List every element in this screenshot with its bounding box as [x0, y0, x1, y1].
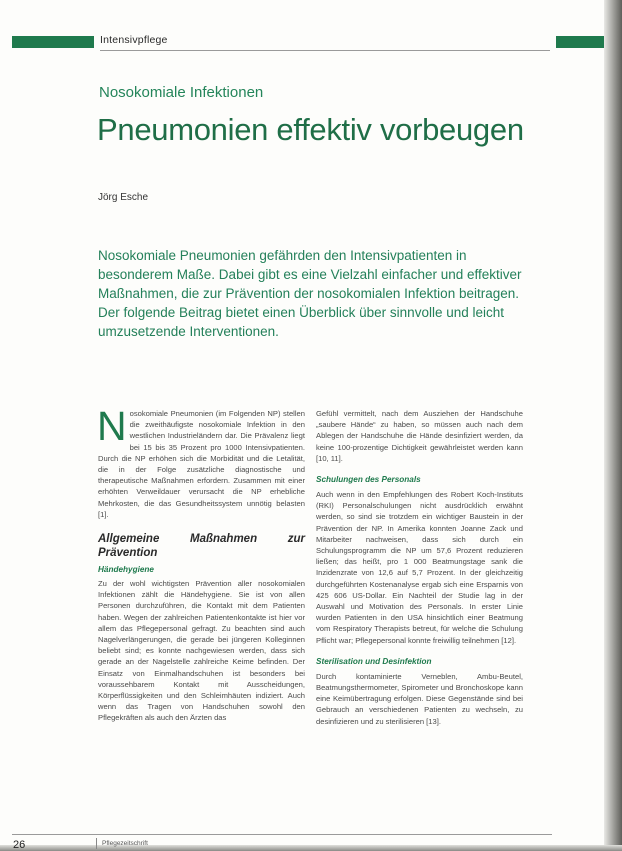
article-title: Pneumonien effektiv vorbeugen [97, 112, 524, 147]
section-label: Intensivpflege [100, 34, 168, 46]
footer-rule [12, 834, 552, 835]
scan-shadow-bottom [0, 845, 622, 851]
article-lead: Nosokomiale Pneumonien gefährden den Intensivpatienten in besonderem Maße. Dabei gibt es eine Vielzahl einfacher und effektiver Maßnahmen, die zur Prävention der nosokomialen Infektion beitragen. Der folgende Beitrag bietet einen Überblick über sinnvolle und leicht umzusetzende Interventionen. [98, 248, 522, 339]
journal-name: Pflegezeitschrift [102, 840, 148, 847]
gloves-text: Gefühl vermittelt, nach dem Ausziehen der Handschuhe „saubere Hände“ zu haben, so müssen auch nach dem Ablegen der Handschuhe die Hände desinfiziert werden, da keine 100-prozentige Dichtigkeit gewährleistet werden kann [10, 11]. [316, 409, 523, 463]
drop-cap: N [97, 403, 127, 449]
body-column-right [316, 408, 523, 727]
section-color-bar-right [556, 36, 604, 48]
subhead-hand-hygiene: Händehygiene [98, 565, 154, 575]
body-column-left [97, 403, 305, 724]
article-kicker: Nosokomiale Infektionen [99, 84, 264, 101]
intro-paragraph [97, 403, 305, 520]
sterilisation-text: Durch kontaminierte Verneblen, Ambu-Beutel, Beatmungsthermometer, Spirometer und Bronchoskope kann eine Keimübertragung erfolgen. Diese Gegenstände sind bei Gebrauch an verschiedenen Patienten zu wechseln, zu desinfizieren und zu sterilisieren [13]. [316, 671, 523, 726]
footer-separator [96, 838, 97, 849]
header-rule [100, 50, 550, 51]
hand-hygiene-text: Zu der wohl wichtigsten Prävention aller nosokomialen Infektionen zählt die Händehygiene. Sie ist von allen Personen durchzuführen, die Kontakt mit dem Patienten haben. Wegen der zahlreichen Patientenkontakte ist hier vor allem das Pflegepersonal gefragt. Zu beachten sind auch Nagelverlängerungen, die gerade bei jüngeren Kolleginnen beliebt sind; es konnte nachgewiesen werden, dass sich gerade an der Nagelstelle zahlreiche Keime befinden. Der Einsatz von Einmalhandschuhen ist besonders bei voraussehbarem Kontakt mit Ausscheidungen, Körperflüssigkeiten und den Schleimhäuten indiziert. Auch wenn das Tragen von Handschuhen sowohl den Pflegekräften als auch den Ärzten das [98, 579, 305, 723]
page-number: 26 [13, 839, 26, 851]
scan-shadow-edge [604, 0, 622, 851]
staff-training-text: Auch wenn in den Empfehlungen des Robert Koch-Instituts (RKI) Personalschulungen nicht ausdrücklich erwähnt werden, so sind sie trotzdem ein wichtiger Baustein in der Prävention der NP. In Amerika konnten Joanne Zack und Mitarbeiter nachweisen, dass sich durch ein Schulungsprogramm die NP um 57,6 Prozent reduzieren ließen; das heißt, pro 1 000 Beatmungstage sank die Inzidenzrate von 12,6 auf 5,7 Prozent. In der gleichzeitig durchgeführten Kostenanalyse ergab sich eine Ersparnis von 425 606 US-Dollar. Ein Nachteil der Studie lag in der Auswahl und Motivation des Personals. In erster Linie wurden Patienten in den USA hinsichtlich einer Beatmung vom Respiratory Therapists betreut, für welche die Schulung Pflicht war; Pflegepersonal konnte freiwillig teilnehmen [12]. [316, 490, 523, 645]
intro-text: osokomiale Pneumonien (im Folgenden NP) stellen die zweithäufigste nosokomiale Infektion in den westlichen Industrieländern dar. Die Prävalenz liegt bei 15 bis 35 Prozent pro 1000 Intensivpatienten. Durch die NP erhöhen sich die Morbidität und die Letalität, die in der Folge zusätzliche diagnostische und therapeutische Maßnahmen erfordern. Zusammen mit einer erhöhten Verweildauer verursacht die NP erhebliche Mehrkosten, die das Gesundheitssystem unnötig belasten [1]. [98, 409, 305, 519]
subhead-general-measures: Allgemeine Maßnahmen zur Prävention [98, 533, 305, 560]
subhead-staff-training: Schulungen des Personals [316, 475, 421, 485]
section-color-bar [12, 36, 94, 48]
article-author: Jörg Esche [98, 192, 149, 203]
subhead-sterilisation: Sterilisation und Desinfektion [316, 656, 432, 666]
